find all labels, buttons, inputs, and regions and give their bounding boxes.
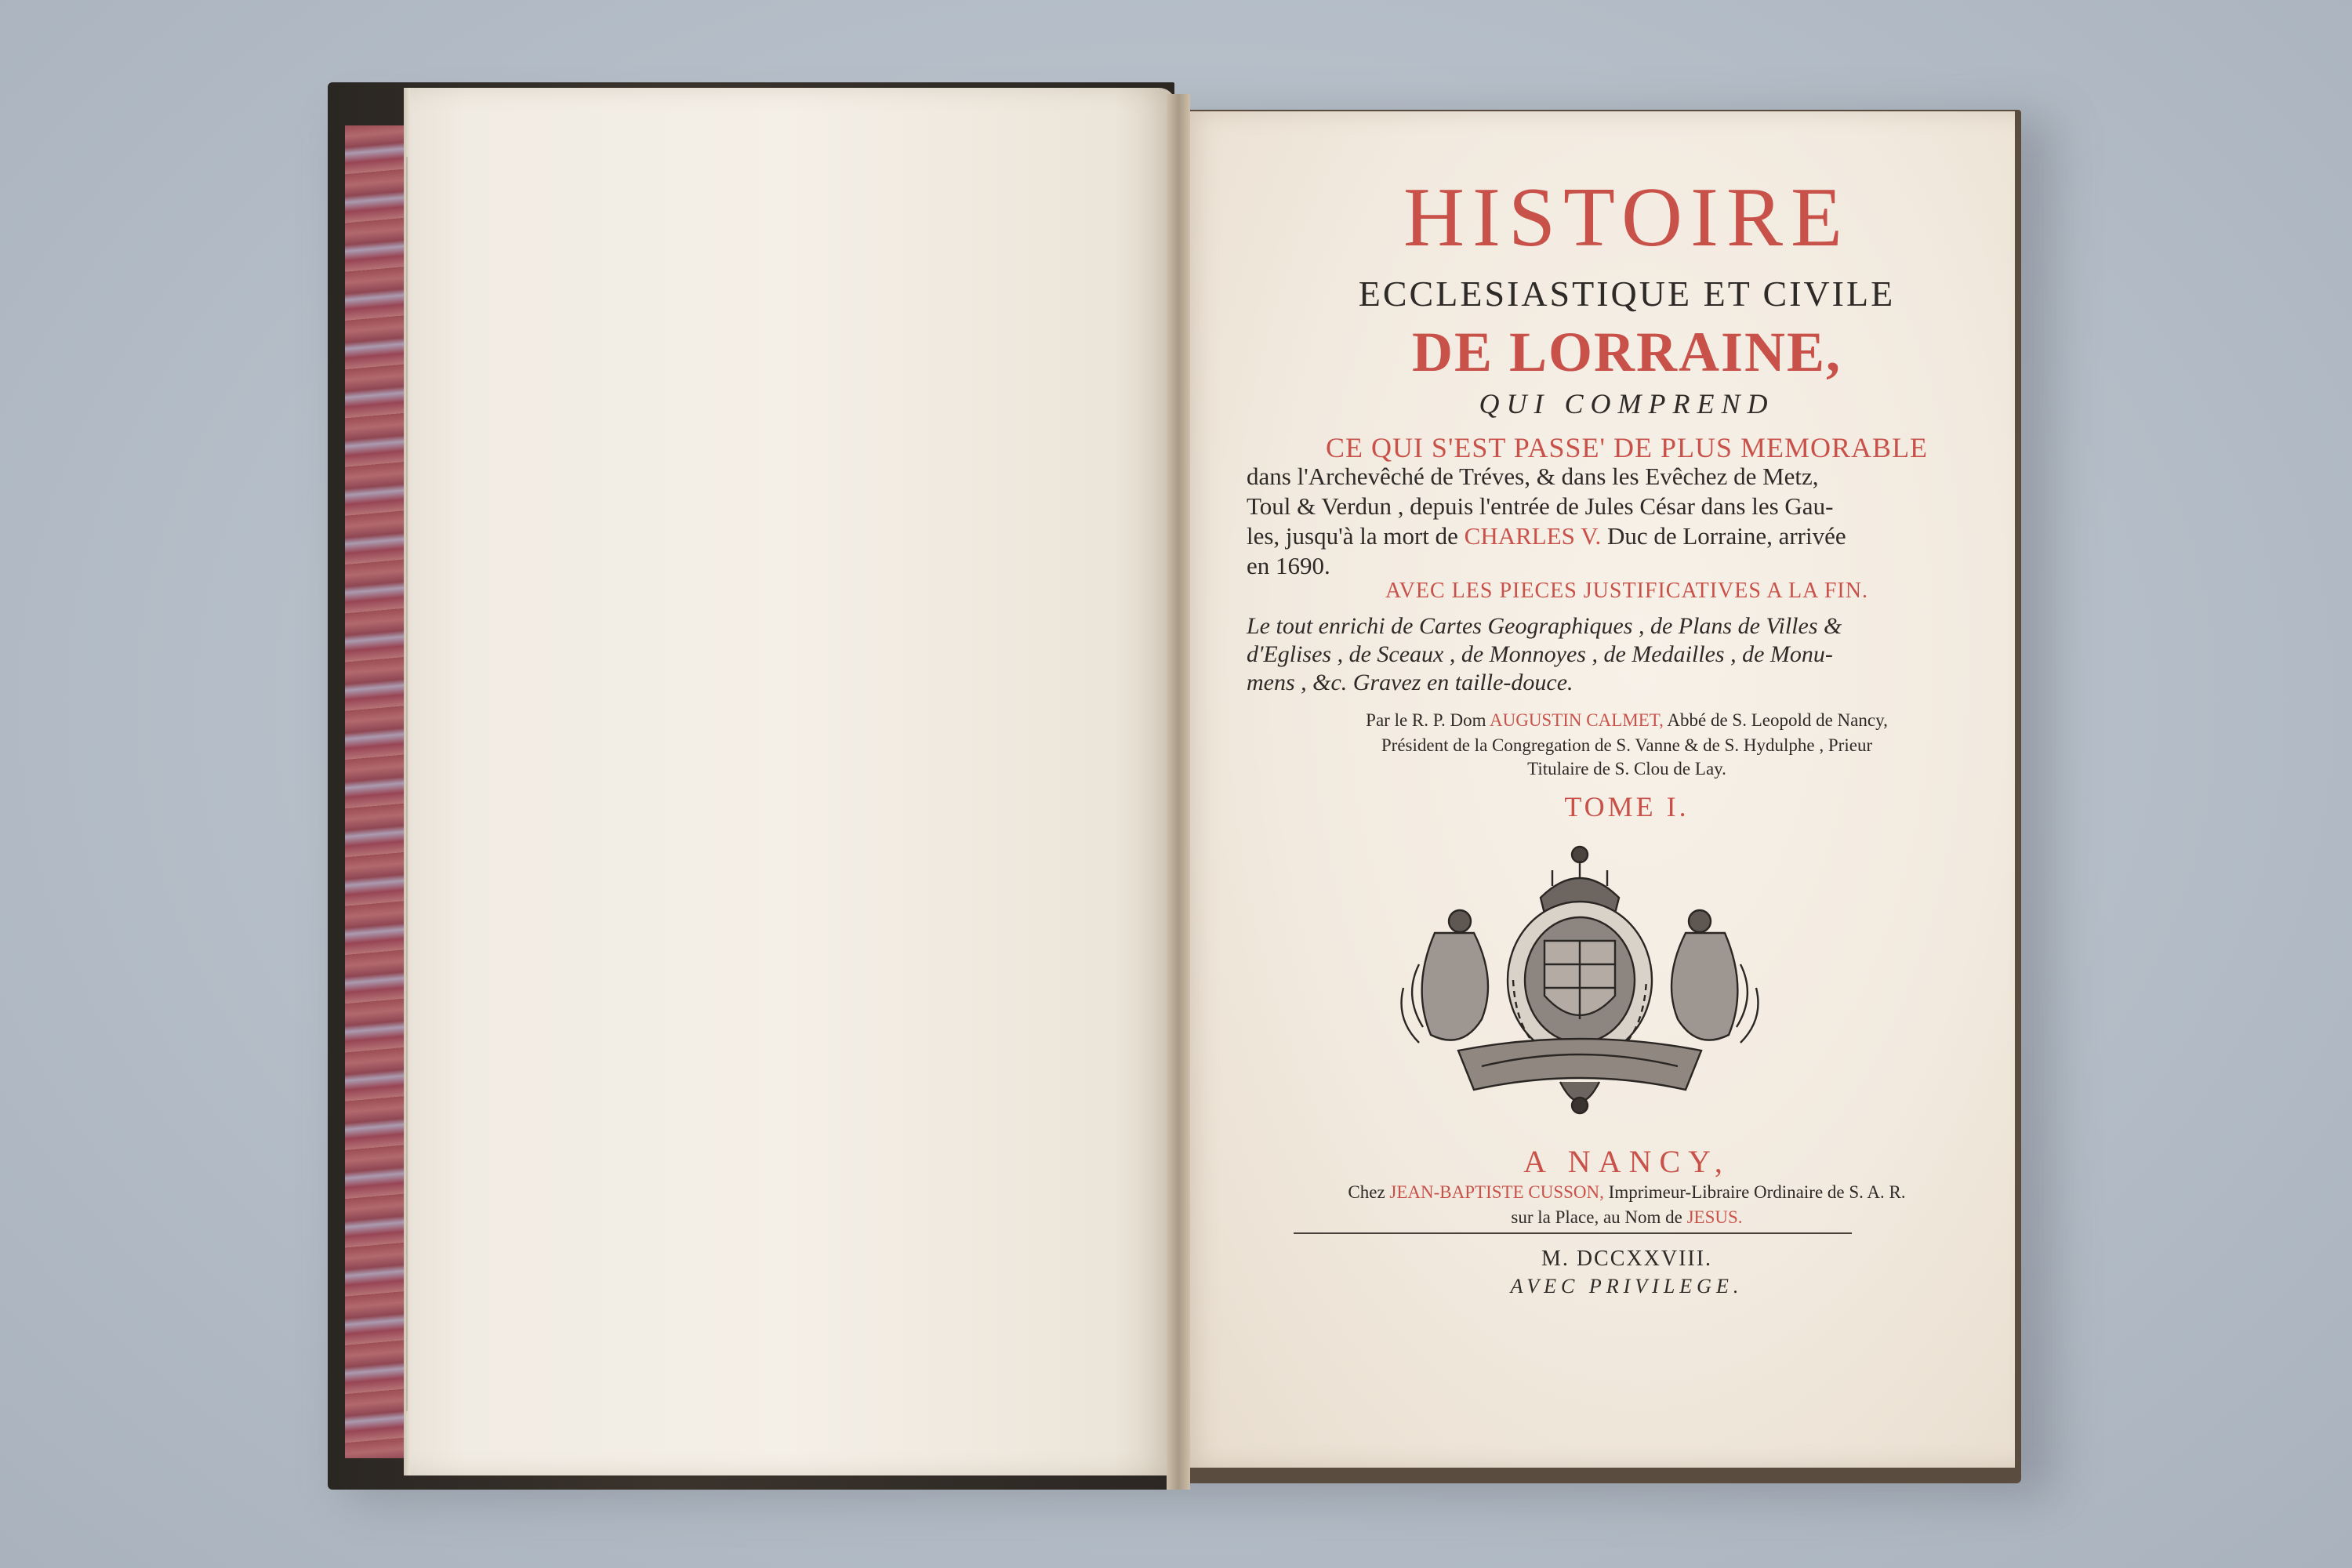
- imprint-chez: Chez: [1348, 1182, 1385, 1202]
- charles-v: CHARLES V.: [1464, 522, 1602, 550]
- printer-title: Imprimeur-Libraire Ordinaire de S. A. R.: [1608, 1182, 1906, 1202]
- author-name: AUGUSTIN CALMET,: [1489, 710, 1664, 730]
- imprint-line-1: [1235, 1182, 2019, 1203]
- book-gutter: [1167, 94, 1190, 1490]
- marbled-endpaper: [345, 125, 406, 1458]
- body-line-3-text: les, jusqu'à la mort de: [1247, 522, 1458, 550]
- author-line-3: Titulaire de S. Clou de Lay.: [1527, 759, 1726, 779]
- imprint-jesus: JESUS.: [1686, 1207, 1743, 1227]
- privilege: AVEC PRIVILEGE.: [1510, 1275, 1744, 1298]
- title-histoire: HISTOIRE: [1403, 171, 1850, 264]
- body-line-2: Toul & Verdun , depuis l'entrée de Jules César dans les Gau-: [1247, 492, 1834, 520]
- blank-flyleaf: [404, 88, 1176, 1475]
- title-lorraine: DE LORRAINE,: [1411, 321, 1842, 383]
- body-line-1: dans l'Archevêché de Tréves, & dans les Evêchez de Metz,: [1247, 463, 1819, 490]
- body-line-3-end: Duc de Lorraine, arrivée: [1606, 522, 1846, 550]
- title-ecclesiastique: ECCLESIASTIQUE ET CIVILE: [1358, 274, 1896, 314]
- imprint-rule: [1294, 1232, 1852, 1234]
- author-line-2: Président de la Congregation de S. Vanne & de S. Hydulphe , Prieur: [1381, 735, 1873, 755]
- author-line-1: [1235, 710, 2019, 731]
- place-nancy: A NANCY,: [1523, 1144, 1730, 1179]
- stub-line: [406, 157, 408, 1411]
- heading-memorable: CE QUI S'EST PASSE' DE PLUS MEMORABLE: [1325, 432, 1929, 463]
- author-title: Abbé de S. Leopold de Nancy,: [1667, 710, 1888, 730]
- tome-label: TOME I.: [1564, 791, 1690, 822]
- printer-name: JEAN-BAPTISTE CUSSON,: [1389, 1182, 1604, 1202]
- imprint-place: sur la Place, au Nom de: [1511, 1207, 1682, 1227]
- enrichi-line-1: Le tout enrichi de Cartes Geographiques , de Plans de Villes &: [1247, 613, 1842, 639]
- author-prefix: Par le R. P. Dom: [1366, 710, 1486, 730]
- coat-of-arms-engraving: [1388, 831, 1772, 1129]
- body-line-4: en 1690.: [1247, 552, 1330, 579]
- enrichi-line-2: d'Eglises , de Sceaux , de Monnoyes , de Medailles , de Monu-: [1247, 641, 1833, 667]
- body-line-3: [1247, 522, 2023, 550]
- pieces-justificatives: AVEC LES PIECES JUSTIFICATIVES A LA FIN.: [1385, 579, 1868, 603]
- enrichi-line-3: mens , &c. Gravez en taille-douce.: [1247, 670, 1573, 695]
- year: M. DCCXXVIII.: [1541, 1247, 1713, 1271]
- imprint-line-2: [1235, 1207, 2019, 1228]
- subtitle-qui-comprend: QUI COMPREND: [1479, 388, 1775, 419]
